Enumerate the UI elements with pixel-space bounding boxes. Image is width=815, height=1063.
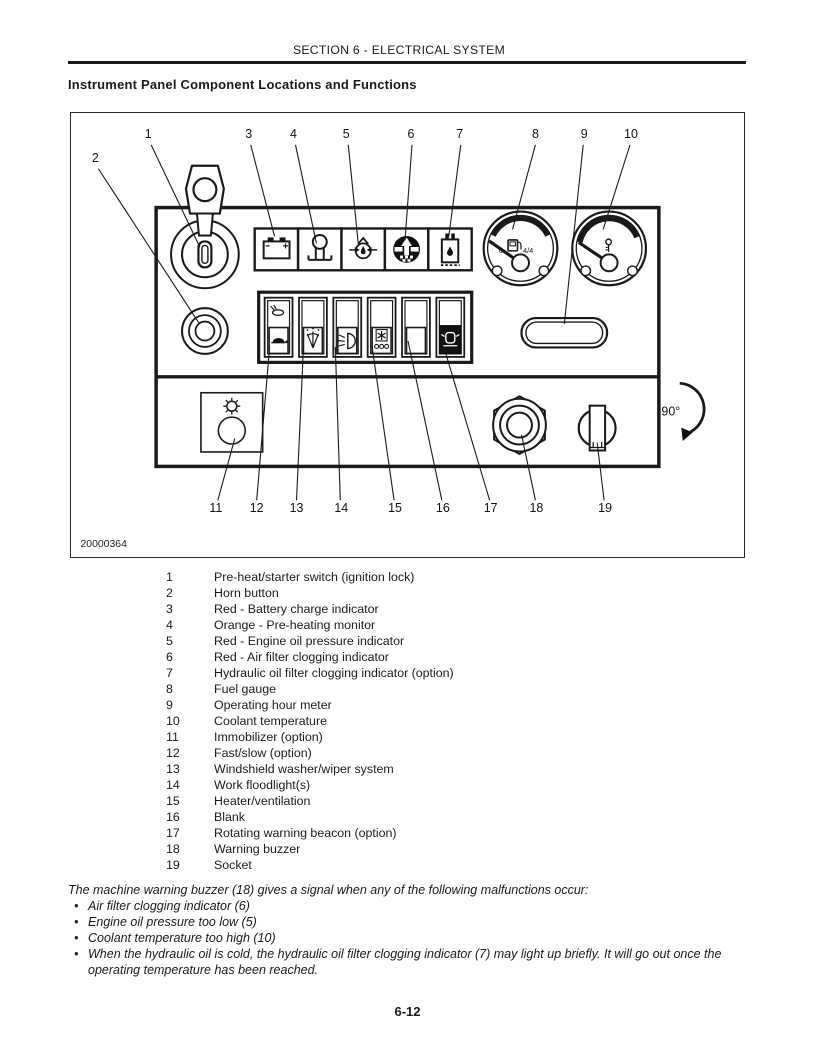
switch-row (259, 292, 472, 362)
legend-num: 16 (166, 810, 180, 824)
bullet-icon: • (74, 931, 79, 945)
figure-code: 20000364 (80, 539, 127, 551)
floodlight-switch (333, 298, 361, 357)
legend-num: 2 (166, 586, 173, 600)
legend-item (166, 569, 454, 585)
bullet-text: When the hydraulic oil is cold, the hydraulic oil filter clogging indicator (7) may light up briefly. It will go out once the operating temperature has been reached. (88, 947, 722, 977)
legend-item (166, 617, 454, 633)
callout-7: 7 (456, 126, 464, 141)
immobilizer (201, 393, 263, 452)
header-rule (68, 61, 746, 64)
callout-8: 8 (531, 126, 539, 141)
beacon-switch (436, 298, 464, 357)
callout-6: 6 (407, 126, 415, 141)
warning-buzzer (493, 396, 546, 454)
callout-11: 11 (209, 501, 223, 516)
legend-label: Coolant temperature (214, 714, 327, 728)
legend-item (166, 841, 454, 857)
legend-label: Rotating warning beacon (option) (214, 826, 397, 840)
callout-17: 17 (483, 501, 498, 516)
note-bullet (68, 898, 746, 914)
instrument-panel-diagram (71, 113, 744, 557)
legend-item (166, 761, 454, 777)
blank-switch (402, 298, 430, 357)
callout-16: 16 (435, 501, 450, 516)
callout-10: 10 (624, 126, 638, 141)
bullet-text: Air filter clogging indicator (6) (88, 899, 250, 913)
warning-buzzer-notes (68, 882, 746, 978)
legend-item (166, 713, 454, 729)
legend-num: 14 (166, 778, 180, 792)
legend-label: Warning buzzer (214, 842, 301, 856)
callout-3: 3 (245, 126, 253, 141)
legend-label: Work floodlight(s) (214, 778, 311, 792)
fuel-min-label: 0 (499, 245, 504, 255)
note-bullet (68, 914, 746, 930)
legend-label: Orange - Pre-heating monitor (214, 618, 376, 632)
air-filter-icon (393, 236, 420, 263)
legend-label: Fuel gauge (214, 682, 277, 696)
legend-label: Fast/slow (option) (214, 746, 312, 760)
legend-num: 4 (166, 618, 173, 632)
legend-label: Heater/ventilation (214, 794, 311, 808)
legend-num: 15 (166, 794, 180, 808)
callout-12: 12 (249, 501, 264, 516)
legend-num: 19 (166, 858, 180, 872)
legend-num: 11 (166, 730, 179, 744)
legend-label: Red - Engine oil pressure indicator (214, 634, 405, 648)
legend-item (166, 681, 454, 697)
legend-num: 17 (166, 826, 180, 840)
legend-label: Red - Air filter clogging indicator (214, 650, 389, 664)
legend-item (166, 857, 454, 873)
legend-item (166, 825, 454, 841)
note-bullet (68, 930, 746, 946)
legend-num: 18 (166, 842, 180, 856)
callout-9: 9 (580, 126, 588, 141)
fuel-max-label: 4/4 (522, 245, 534, 255)
page-title: Instrument Panel Component Locations and Functions (68, 77, 417, 92)
legend-num: 6 (166, 650, 173, 664)
bullet-icon: • (74, 947, 79, 961)
indicator-row (255, 228, 472, 270)
note-bullet (68, 946, 746, 978)
callout-4: 4 (290, 126, 297, 141)
legend-item (166, 777, 454, 793)
legend-item (166, 585, 454, 601)
callout-1: 1 (144, 126, 152, 141)
bullet-text: Coolant temperature too high (10) (88, 931, 276, 945)
callout-13: 13 (289, 501, 304, 516)
coolant-gauge (572, 212, 646, 286)
instrument-panel-figure (70, 112, 745, 558)
page-number: 6-12 (394, 1004, 421, 1019)
legend-label: Pre-heat/starter switch (ignition lock) (214, 570, 415, 584)
legend-item (166, 729, 454, 745)
legend-label: Windshield washer/wiper system (214, 762, 394, 776)
callout-19: 19 (598, 501, 613, 516)
legend-label: Horn button (214, 586, 279, 600)
legend-num: 1 (166, 570, 173, 584)
legend-label: Red - Battery charge indicator (214, 602, 379, 616)
section-header: SECTION 6 - ELECTRICAL SYSTEM (292, 43, 506, 57)
callout-14: 14 (334, 501, 349, 516)
legend-label: Immobilizer (option) (214, 730, 323, 744)
callout-2: 2 (91, 150, 99, 165)
callout-15: 15 (388, 501, 402, 516)
fast-slow-switch (265, 298, 293, 357)
component-legend (166, 569, 454, 873)
legend-label: Blank (214, 810, 245, 824)
legend-num: 3 (166, 602, 173, 616)
legend-item (166, 793, 454, 809)
legend-item (166, 633, 454, 649)
legend-num: 7 (166, 666, 173, 680)
legend-num: 13 (166, 762, 180, 776)
legend-item (166, 745, 454, 761)
callout-18: 18 (529, 501, 544, 516)
fuel-gauge (484, 212, 558, 286)
notes-intro: The machine warning buzzer (18) gives a signal when any of the following malfunctions occur: (68, 883, 589, 897)
legend-label: Operating hour meter (214, 698, 332, 712)
legend-item (166, 649, 454, 665)
horn-button (182, 308, 228, 354)
legend-item (166, 809, 454, 825)
legend-num: 12 (166, 746, 180, 760)
legend-item (166, 697, 454, 713)
legend-label: Socket (214, 858, 252, 872)
bullet-icon: • (74, 899, 79, 913)
rotation-arrow (661, 383, 704, 441)
legend-item (166, 601, 454, 617)
legend-item (166, 665, 454, 681)
legend-num: 5 (166, 634, 173, 648)
battery-icon (264, 237, 290, 258)
legend-num: 10 (166, 714, 180, 728)
callout-5: 5 (342, 126, 350, 141)
bullet-text: Engine oil pressure too low (5) (88, 915, 257, 929)
rotation-label: 90° (661, 404, 681, 419)
legend-label: Hydraulic oil filter clogging indicator (option) (214, 666, 454, 680)
bullet-icon: • (74, 915, 79, 929)
legend-num: 8 (166, 682, 173, 696)
legend-num: 9 (166, 698, 173, 712)
